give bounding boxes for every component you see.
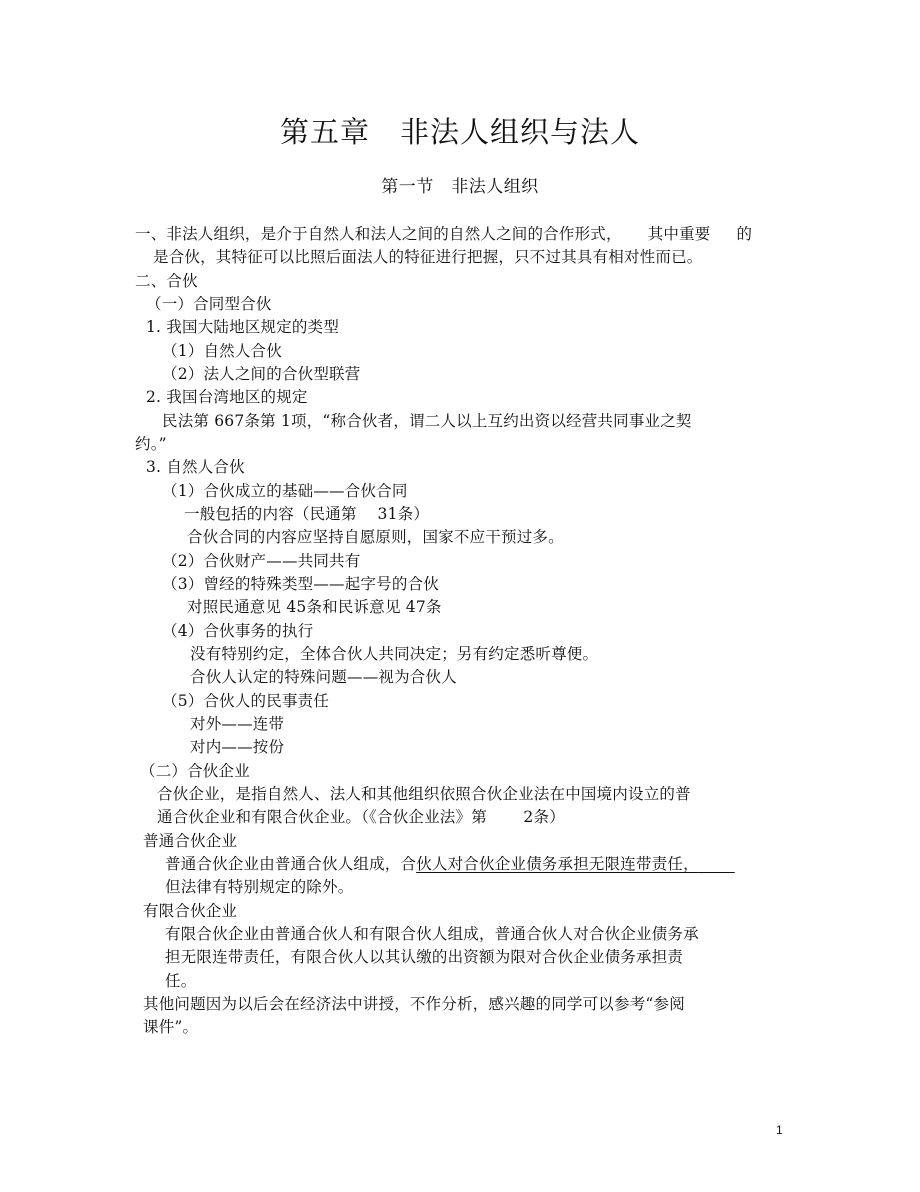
list-item: 1. 我国大陆地区规定的类型 [146,318,340,336]
list-item: （2）合伙财产——共同共有 [162,552,361,570]
paragraph-line: 约。” [135,435,167,453]
underline-tail [699,855,735,873]
paragraph-line: 对外——连带 [190,715,285,733]
paragraph-line: 对内——按份 [190,738,285,756]
line-text: 的 [736,225,753,243]
list-item: （3）曾经的特殊类型——起字号的合伙 [162,575,439,593]
paragraph-line: 是合伙，其特征可以比照后面法人的特征进行把握，只不过其具有相对性而已。 [153,248,703,266]
list-item: （1）合伙成立的基础——合伙合同 [162,482,408,500]
heading-partnership-enterprise: （二）合伙企业 [140,762,250,780]
paragraph-line: 合伙合同的内容应坚持自愿原则，国家不应干预过多。 [187,528,564,546]
paragraph-line: 合伙人认定的特殊问题——视为合伙人 [190,668,457,686]
paragraph-line: 其他问题因为以后会在经济法中讲授，不作分析，感兴趣的同学可以参考“参阅 [143,995,685,1013]
chapter-title: 第五章 非法人组织与法人 [279,115,640,149]
list-item: （4）合伙事务的执行 [162,622,314,640]
list-item: 3. 自然人合伙 [146,458,245,476]
paragraph-line [135,223,752,245]
line-text: 其中重要 [647,225,711,243]
list-item: （2）法人之间的合伙型联营 [162,365,361,383]
heading-partnership: 二、合伙 [135,272,198,290]
list-item: （5）合伙人的民事责任 [162,692,330,710]
paragraph-line: 有限合伙企业由普通合伙人和有限合伙人组成，普通合伙人对合伙企业债务承 [165,925,699,943]
line-text: 普通合伙企业由普通合伙人组成，合 [165,855,417,873]
list-item: （1）自然人合伙 [162,342,282,360]
underlined-text: 伙人对合伙企业债务承担无限连带责任， [416,855,699,873]
heading-limited-partnership: 有限合伙企业 [143,902,238,920]
paragraph-line: 任。 [165,972,197,990]
line-text: 一、非法人组织，是介于自然人和法人之间的自然人之间的合作形式， [135,225,622,243]
paragraph-line: 通合伙企业和有限合伙企业。（《合伙企业法》第 2条） [157,808,565,826]
page-number: 1 [776,1123,783,1137]
paragraph-line: 没有特别约定，全体合伙人共同决定；另有约定悉听尊便。 [190,645,599,663]
paragraph-line: 一般包括的内容（民通第 31条） [184,505,430,523]
paragraph-line: 对照民通意见 45条和民诉意见 47条 [187,598,442,616]
paragraph-line: 课件”。 [143,1018,199,1036]
paragraph-line: 合伙企业，是指自然人、法人和其他组织依照合伙企业法在中国境内设立的普 [157,785,691,803]
paragraph-line [165,853,735,875]
paragraph-line: 民法第 667条第 1项，“称合伙者，谓二人以上互约出资以经营共同事业之契 [162,412,692,430]
paragraph-line: 担无限连带责任，有限合伙人以其认缴的出资额为限对合伙企业债务承担责 [165,948,684,966]
paragraph-line: 但法律有特别规定的除外。 [165,878,354,896]
section-title: 第一节 非法人组织 [381,177,539,197]
heading-contract-partnership: （一）合同型合伙 [146,295,272,313]
list-item: 2. 我国台湾地区的规定 [146,388,308,406]
heading-general-partnership: 普通合伙企业 [143,832,238,850]
